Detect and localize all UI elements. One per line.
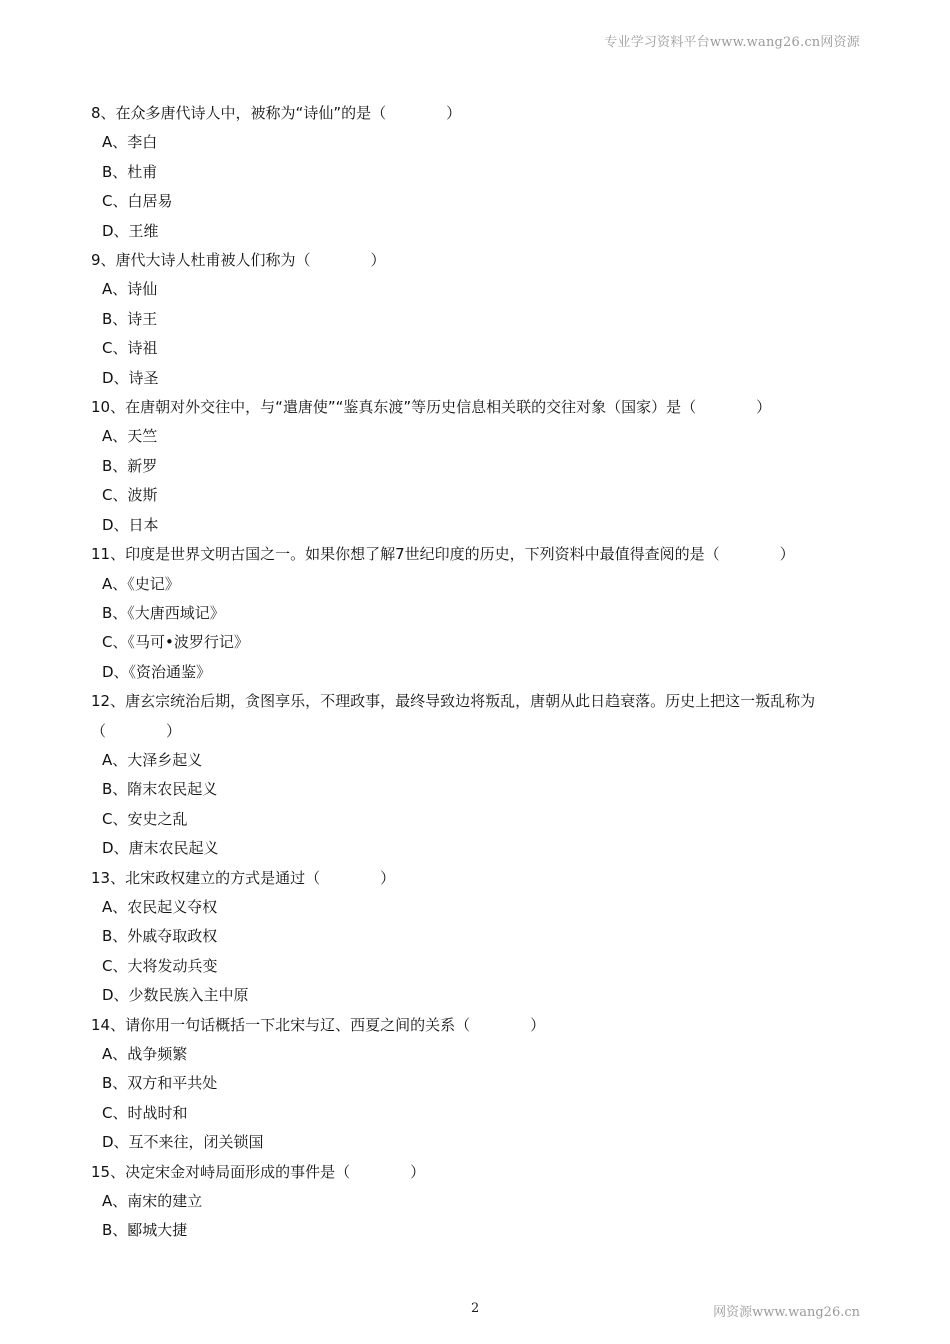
question-stem: 15、决定宋金对峙局面形成的事件是（ ） xyxy=(91,1162,426,1181)
option-d: D、唐末农民起义 xyxy=(102,839,219,858)
option-a: A、天竺 xyxy=(102,427,158,446)
option-b: B、诗王 xyxy=(102,309,158,328)
header-watermark: 专业学习资料平台www.wang26.cn网资源 xyxy=(604,35,860,50)
option-a: A、战争频繁 xyxy=(102,1045,188,1063)
option-b: B、《大唐西域记》 xyxy=(102,603,225,622)
option-b: B、双方和平共处 xyxy=(102,1074,218,1093)
option-c: C、大将发动兵变 xyxy=(102,956,218,975)
option-b: B、新罗 xyxy=(102,456,158,475)
option-b: B、郾城大捷 xyxy=(102,1221,188,1240)
question-list xyxy=(91,99,871,1246)
option-b: B、杜甫 xyxy=(102,162,158,181)
option-c: C、《马可•波罗行记》 xyxy=(102,633,249,652)
question-12 xyxy=(91,687,871,863)
option-a: A、李白 xyxy=(102,133,158,152)
option-a: A、农民起义夺权 xyxy=(102,897,218,916)
question-stem: 9、唐代大诗人杜甫被人们称为（ ） xyxy=(91,251,386,270)
option-a: A、诗仙 xyxy=(102,280,158,299)
question-stem: 11、印度是世界文明古国之一。如果你想了解7世纪印度的历史，下列资料中最值得查阅的是（ ） xyxy=(91,545,795,564)
question-stem: 13、北宋政权建立的方式是通过（ ） xyxy=(91,868,396,887)
question-stem: 12、唐玄宗统治后期，贪图享乐，不理政事，最终导致边将叛乱，唐朝从此日趋衰落。历史上把这一叛乱称为（ ） xyxy=(91,692,816,740)
question-8 xyxy=(91,99,871,246)
question-14 xyxy=(91,1011,871,1158)
question-stem: 10、在唐朝对外交往中，与“遣唐使”“鉴真东渡”等历史信息相关联的交往对象（国家）是（ ） xyxy=(91,398,772,417)
option-d: D、《资治通鉴》 xyxy=(102,662,212,681)
option-d: D、王维 xyxy=(102,221,159,240)
footer-watermark: 网资源www.wang26.cn xyxy=(713,1305,860,1320)
option-c: C、时战时和 xyxy=(102,1103,188,1122)
question-9 xyxy=(91,246,871,393)
option-a: A、大泽乡起义 xyxy=(102,750,203,769)
option-b: B、隋末农民起义 xyxy=(102,780,218,799)
option-a: A、《史记》 xyxy=(102,574,180,593)
question-11 xyxy=(91,540,871,687)
option-a: A、南宋的建立 xyxy=(102,1192,203,1211)
question-13 xyxy=(91,864,871,1011)
option-b: B、外戚夺取政权 xyxy=(102,927,218,946)
option-d: D、少数民族入主中原 xyxy=(102,986,249,1005)
option-d: D、互不来往，闭关锁国 xyxy=(102,1133,264,1152)
option-c: C、波斯 xyxy=(102,486,158,505)
option-c: C、安史之乱 xyxy=(102,809,188,828)
question-stem: 8、在众多唐代诗人中，被称为“诗仙”的是（ ） xyxy=(91,104,462,122)
question-10 xyxy=(91,393,871,540)
option-c: C、诗祖 xyxy=(102,339,158,358)
option-c: C、白居易 xyxy=(102,192,173,211)
page-number: 2 xyxy=(471,1301,480,1316)
option-d: D、日本 xyxy=(102,515,159,534)
question-15 xyxy=(91,1158,871,1246)
option-d: D、诗圣 xyxy=(102,368,159,387)
question-stem: 14、请你用一句话概括一下北宋与辽、西夏之间的关系（ ） xyxy=(91,1015,546,1034)
